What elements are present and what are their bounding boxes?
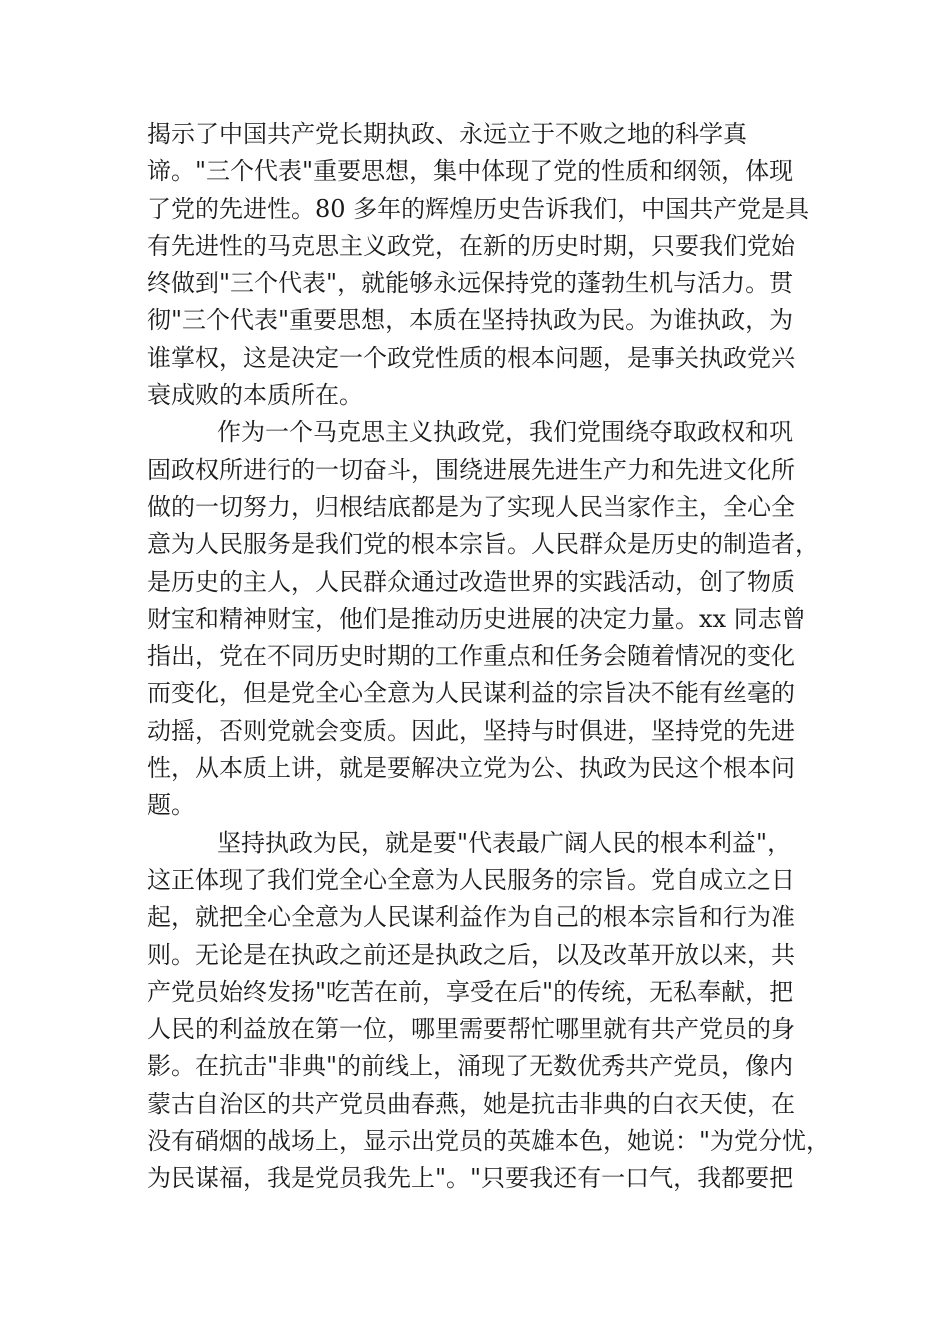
text-line: 影。在抗击"非典"的前线上，涌现了无数优秀共产党员，像内	[147, 1052, 794, 1081]
text-line: 人民的利益放在第一位，哪里需要帮忙哪里就有共产党员的身	[147, 1015, 795, 1044]
text-line: 终做到"三个代表"，就能够永远保持党的蓬勃生机与活力。贯	[147, 269, 794, 298]
text-line: 起，就把全心全意为人民谋利益作为自己的根本宗旨和行为准	[147, 903, 795, 932]
text-line: 性，从本质上讲，就是要解决立党为公、执政为民这个根本问	[147, 754, 795, 783]
text-line: 固政权所进行的一切奋斗，围绕进展先进生产力和先进文化所	[147, 455, 795, 484]
text-line: 谛。"三个代表"重要思想，集中体现了党的性质和纲领，体现	[147, 157, 794, 186]
text-line: 财宝和精神财宝，他们是推动历史进展的决定力量。xx 同志曾	[147, 604, 806, 633]
text-line: 没有硝烟的战场上，显示出党员的英雄本色，她说："为党分忧，	[147, 1127, 831, 1156]
document-body	[147, 116, 831, 1198]
text-line: 为民谋福，我是党员我先上"。"只要我还有一口气，我都要把	[147, 1164, 794, 1193]
text-line: 题。	[147, 791, 195, 820]
text-line: 有先进性的马克思主义政党，在新的历史时期，只要我们党始	[147, 231, 795, 260]
text-line: 谁掌权，这是决定一个政党性质的根本问题，是事关执政党兴	[147, 343, 795, 372]
text-line: 揭示了中国共产党长期执政、永远立于不败之地的科学真	[147, 120, 747, 148]
text-line: 衰成败的本质所在。	[147, 381, 363, 410]
text-line: 了党的先进性。80 多年的辉煌历史告诉我们，中国共产党是具	[147, 194, 810, 223]
paragraph-first-line: 坚持执政为民，就是要"代表最广阔人民的根本利益"，	[217, 828, 792, 857]
text-line: 产党员始终发扬"吃苦在前，享受在后"的传统，无私奉献，把	[147, 977, 794, 1006]
paragraph-first-line: 作为一个马克思主义执政党，我们党围绕夺取政权和巩	[217, 418, 793, 447]
text-line: 意为人民服务是我们党的根本宗旨。人民群众是历史的制造者，	[147, 530, 819, 559]
text-line: 做的一切努力，归根结底都是为了实现人民当家作主，全心全	[147, 492, 795, 521]
text-line: 这正体现了我们党全心全意为人民服务的宗旨。党自成立之日	[147, 865, 795, 894]
text-line: 动摇，否则党就会变质。因此，坚持与时俱进，坚持党的先进	[147, 716, 795, 745]
text-line: 则。无论是在执政之前还是执政之后，以及改革开放以来，共	[147, 940, 795, 969]
text-line: 彻"三个代表"重要思想，本质在坚持执政为民。为谁执政，为	[147, 306, 794, 335]
text-line: 蒙古自治区的共产党员曲春燕，她是抗击非典的白衣天使，在	[147, 1089, 795, 1118]
text-line: 是历史的主人，人民群众通过改造世界的实践活动，创了物质	[147, 567, 795, 596]
text-line: 指出，党在不同历史时期的工作重点和任务会随着情况的变化	[147, 642, 795, 671]
text-line: 而变化，但是党全心全意为人民谋利益的宗旨决不能有丝毫的	[147, 679, 795, 708]
